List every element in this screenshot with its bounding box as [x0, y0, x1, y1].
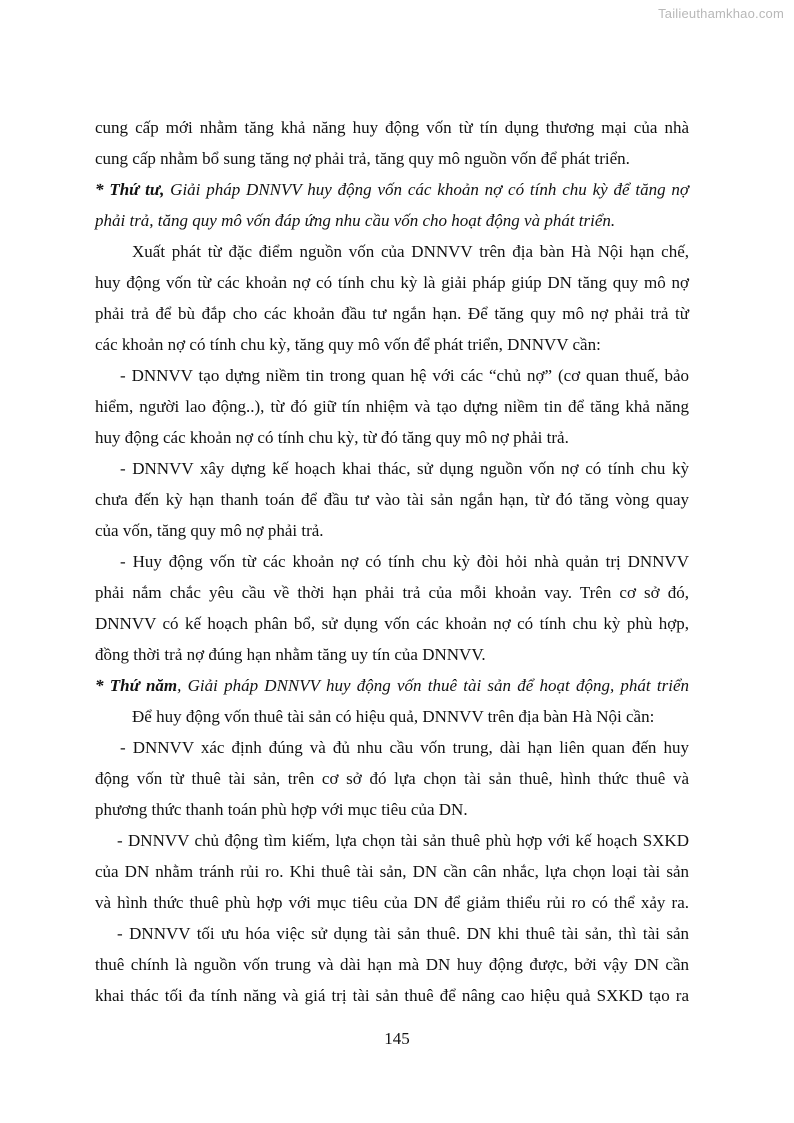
paragraph-line — [95, 887, 689, 918]
line-text: phương thức thanh toán phù hợp với mục tiêu của DN. — [95, 800, 468, 819]
line-text: thuê chính là nguồn vốn trung và dài hạn mà DN huy động được, bởi vậy DN cần — [95, 955, 689, 974]
paragraph-line — [95, 236, 689, 267]
line-text: - DNNVV xây dựng kế hoạch khai thác, sử dụng nguồn vốn nợ có tính chu kỳ — [120, 459, 689, 478]
document-body — [95, 112, 689, 1011]
paragraph-line — [95, 360, 689, 391]
line-text: chưa đến kỳ hạn thanh toán để đầu tư vào tài sản ngắn hạn, từ đó tăng vòng quay — [95, 490, 689, 509]
paragraph-line — [95, 484, 689, 515]
paragraph-line — [95, 546, 689, 577]
line-text: - DNNVV xác định đúng và đủ nhu cầu vốn trung, dài hạn liên quan đến huy — [120, 738, 689, 757]
paragraph-line — [95, 267, 689, 298]
paragraph-line — [95, 856, 689, 887]
paragraph-line — [95, 329, 689, 360]
paragraph-line — [95, 391, 689, 422]
line-text: , Giải pháp DNNVV huy động vốn thuê tài sản để hoạt động, phát triển — [177, 676, 689, 695]
line-text: - Huy động vốn từ các khoản nợ có tính chu kỳ đòi hỏi nhà quản trị DNNVV — [120, 552, 689, 571]
line-text: phải nắm chắc yêu cầu về thời hạn phải trả của mỗi khoản vay. Trên cơ sở đó, — [95, 583, 689, 602]
paragraph-line — [95, 298, 689, 329]
paragraph-line — [95, 577, 689, 608]
paragraph-line — [95, 639, 689, 670]
paragraph-line — [95, 763, 689, 794]
paragraph-line — [95, 515, 689, 546]
paragraph-line — [95, 980, 689, 1011]
section-heading-line — [95, 174, 689, 205]
line-text: - DNNVV tạo dựng niềm tin trong quan hệ với các “chủ nợ” (cơ quan thuế, bảo — [120, 366, 689, 385]
paragraph-line — [95, 825, 689, 856]
line-text: - DNNVV chủ động tìm kiếm, lựa chọn tài sản thuê phù hợp với kế hoạch SXKD — [117, 831, 689, 850]
line-text: đồng thời trả nợ đúng hạn nhằm tăng uy tín của DNNVV. — [95, 645, 486, 664]
paragraph-line — [95, 732, 689, 763]
line-text: - DNNVV tối ưu hóa việc sử dụng tài sản thuê. DN khi thuê tài sản, thì tài sản — [117, 924, 689, 943]
paragraph-line — [95, 701, 689, 732]
line-text: Xuất phát từ đặc điểm nguồn vốn của DNNVV trên địa bàn Hà Nội hạn chế, — [132, 242, 689, 261]
heading-lead: * Thứ tư, — [95, 180, 165, 199]
line-text: huy động các khoản nợ có tính chu kỳ, từ đó tăng quy mô nợ phải trả. — [95, 428, 569, 447]
line-text: phải trả, tăng quy mô vốn đáp ứng nhu cầu vốn cho hoạt động và phát triển. — [95, 211, 616, 230]
page-number: 145 — [384, 1029, 410, 1048]
paragraph-line — [95, 608, 689, 639]
paragraph-line — [95, 422, 689, 453]
paragraph-line — [95, 949, 689, 980]
line-text: huy động vốn từ các khoản nợ có tính chu kỳ là giải pháp giúp DN tăng quy mô nợ — [95, 273, 689, 292]
line-text: cung cấp mới nhằm tăng khả năng huy động vốn từ tín dụng thương mại của nhà — [95, 118, 689, 137]
paragraph-line — [95, 143, 689, 174]
line-text: phải trả để bù đắp cho các khoản đầu tư ngắn hạn. Để tăng quy mô nợ phải trả từ — [95, 304, 689, 323]
line-text: cung cấp nhằm bổ sung tăng nợ phải trả, tăng quy mô nguồn vốn để phát triển. — [95, 149, 630, 168]
line-text: và hình thức thuê phù hợp với mục tiêu của DN để giảm thiểu rủi ro có thể xảy ra. — [95, 893, 689, 912]
line-text: hiểm, người lao động..), từ đó giữ tín nhiệm và tạo dựng niềm tin để tăng khả năng — [95, 397, 689, 416]
paragraph-line — [95, 794, 689, 825]
paragraph-line — [95, 453, 689, 484]
line-text: khai thác tối đa tính năng và giá trị tài sản thuê để nâng cao hiệu quả SXKD tạo ra — [95, 986, 689, 1005]
line-text: DNNVV có kế hoạch phân bổ, sử dụng vốn các khoản nợ có tính chu kỳ phù hợp, — [95, 614, 689, 633]
line-text: của DN nhằm tránh rủi ro. Khi thuê tài sản, DN cần cân nhắc, lựa chọn loại tài sản — [95, 862, 689, 881]
line-text: Giải pháp DNNVV huy động vốn các khoản nợ có tính chu kỳ để tăng nợ — [164, 180, 689, 199]
paragraph-line — [95, 918, 689, 949]
line-text: các khoản nợ có tính chu kỳ, tăng quy mô vốn để phát triển, DNNVV cần: — [95, 335, 601, 354]
line-text: Để huy động vốn thuê tài sản có hiệu quả, DNNVV trên địa bàn Hà Nội cần: — [132, 707, 655, 726]
line-text: của vốn, tăng quy mô nợ phải trả. — [95, 521, 324, 540]
section-heading-line — [95, 205, 689, 236]
line-text: động vốn từ thuê tài sản, trên cơ sở đó lựa chọn tài sản thuê, hình thức thuê và — [95, 769, 689, 788]
heading-lead: * Thứ năm — [95, 676, 178, 695]
paragraph-line — [95, 112, 689, 143]
section-heading-line — [95, 670, 689, 701]
watermark: Tailieuthamkhao.com — [658, 6, 784, 21]
